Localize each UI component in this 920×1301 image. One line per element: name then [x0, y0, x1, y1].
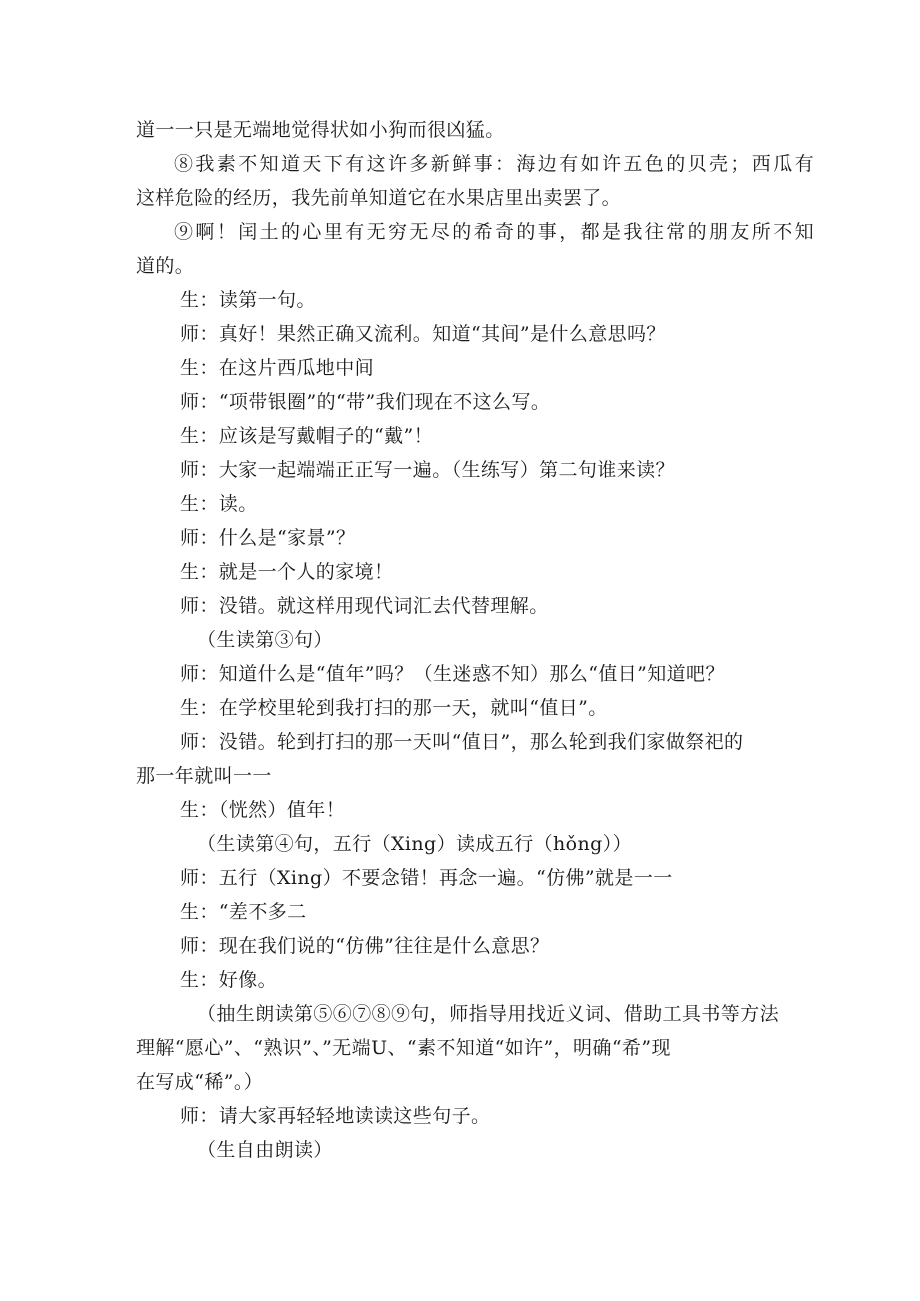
dialogue-line: 师：请大家再轻轻地读读这些句子。 [180, 1105, 491, 1127]
dialogue-line: 师：大家一起端端正正写一遍。（生练写）第二句谁来读？ [180, 459, 675, 481]
dialogue-line: 生：在学校里轮到我打扫的那一天，就叫“值日”。 [180, 697, 608, 719]
dialogue-line: 生：应该是写戴帽子的“戴”！ [180, 425, 434, 447]
paragraph-line: 道的。 [136, 255, 195, 277]
dialogue-line: 师：五行（Xing）不要念错！再念一遍。“仿佛”就是一一 [180, 867, 673, 889]
stage-direction-line: 在写成“稀”。） [136, 1071, 264, 1093]
dialogue-line: 那一年就叫一一 [136, 765, 272, 787]
dialogue-line: 师：什么是“家景”？ [180, 527, 356, 549]
dialogue-line: 生：读。 [180, 493, 258, 515]
dialogue-line: 师：知道什么是“值年”吗？（生迷惑不知）那么“值日”知道吧？ [180, 663, 725, 685]
dialogue-line: 生：（恍然）值年！ [180, 799, 346, 821]
stage-direction-line: 理解“愿心”、“熟识”、”无端U、“素不知道“如许”，明确“希”现 [136, 1037, 671, 1059]
stage-direction-line: （抽生朗读第⑤⑥⑦⑧⑨句，师指导用找近义词、借助工具书等方法 [197, 1003, 780, 1025]
dialogue-line: 师：没错。就这样用现代词汇去代替理解。 [180, 595, 549, 617]
dialogue-line: 生：就是一个人的家境！ [180, 561, 394, 583]
paragraph-line: 道一一只是无端地觉得状如小狗而很凶猛。 [136, 119, 505, 141]
dialogue-line: 生：好像。 [180, 969, 278, 991]
paragraph-line: ⑧我素不知道天下有这许多新鲜事：海边有如许五色的贝壳；西瓜有 [174, 153, 817, 175]
dialogue-line: 师：“项带银圈”的“带”我们现在不这么写。 [180, 391, 551, 413]
stage-direction-line: （生自由朗读） [197, 1139, 333, 1161]
dialogue-line: 师：现在我们说的“仿佛”往往是什么意思？ [180, 935, 550, 957]
stage-direction-line: （生读第③句） [197, 629, 333, 651]
stage-direction-line: （生读第④句，五行（Xing）读成五行（hǒng）） [197, 833, 632, 855]
dialogue-line: 生：“差不多二 [180, 901, 307, 923]
dialogue-line: 生：读第一句。 [180, 289, 316, 311]
paragraph-line: 这样危险的经历，我先前单知道它在水果店里出卖罢了。 [136, 187, 622, 209]
paragraph-line: ⑨啊！闰土的心里有无穷无尽的希奇的事，都是我往常的朋友所不知 [174, 221, 817, 243]
dialogue-line: 生：在这片西瓜地中间 [180, 357, 375, 379]
dialogue-line: 师：没错。轮到打扫的那一天叫“值日”，那么轮到我们家做祭祀的 [180, 731, 744, 753]
dialogue-line: 师：真好！果然正确又流利。知道“其间”是什么意思吗？ [180, 323, 666, 345]
